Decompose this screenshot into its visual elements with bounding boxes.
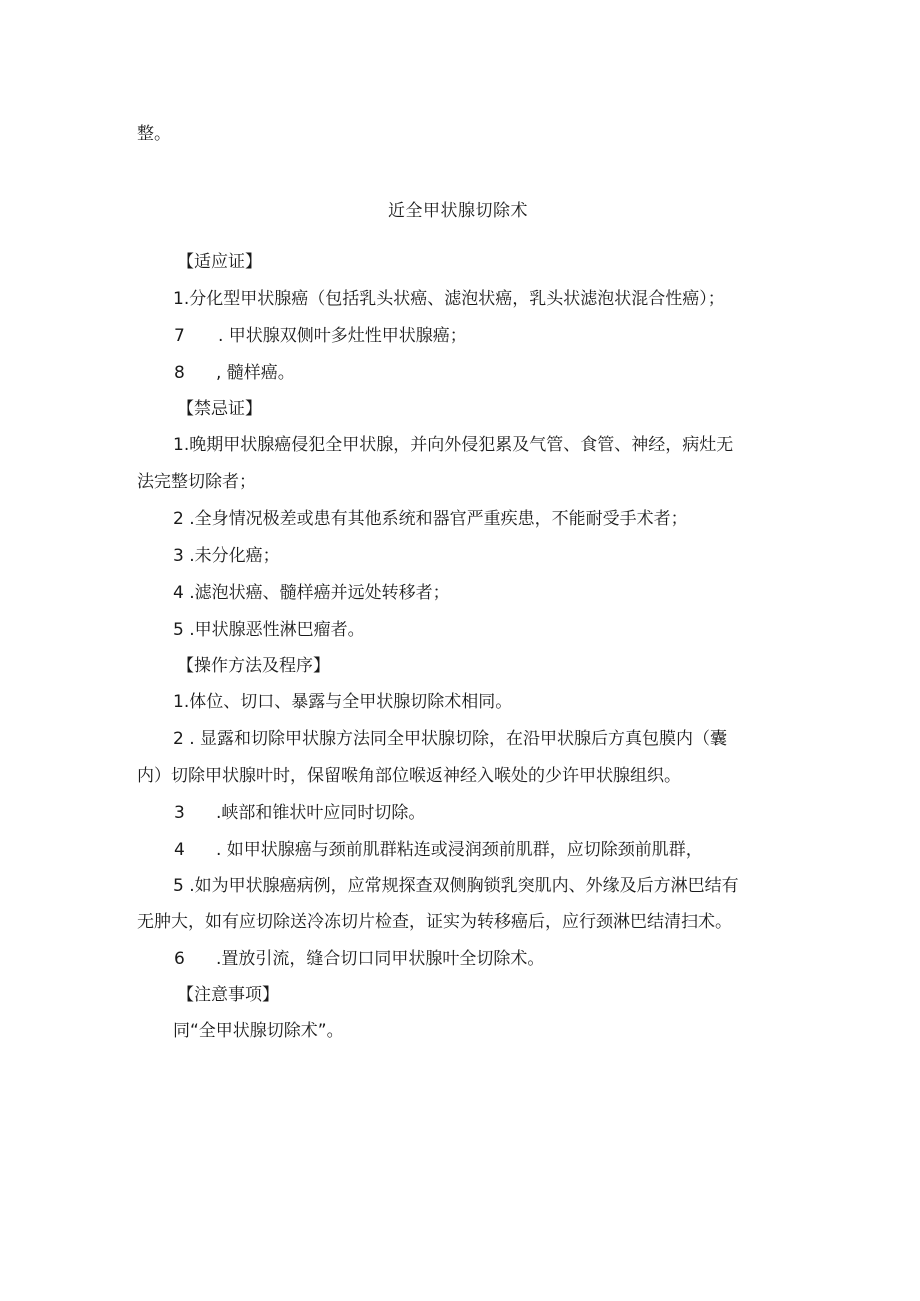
notes-heading: 【注意事项】 [177,985,279,1005]
carryover-text: 整。 [137,124,171,144]
item-text: . 如甲状腺癌与颈前肌群粘连或浸润颈前肌群，应切除颈前肌群， [216,840,703,860]
procedure-item-cont: 无肿大，如有应切除送冷冻切片检查，证实为转移癌后，应行颈淋巴结清扫术。 [137,912,732,932]
contraindication-item: 3 .未分化癌； [173,546,280,566]
procedure-item: 2 . 显露和切除甲状腺方法同全甲状腺切除，在沿甲状腺后方真包膜内（囊 [173,729,728,749]
contraindications-heading: 【禁忌证】 [177,399,262,419]
contraindication-item: 2 .全身情况极差或患有其他系统和器官严重疾患，不能耐受手术者； [173,509,688,529]
procedure-item-cont: 内）切除甲状腺叶时，保留喉角部位喉返神经入喉处的少许甲状腺组织。 [137,766,681,786]
item-number: 3 [174,803,185,823]
contraindication-item-cont: 法完整切除者； [137,472,256,492]
item-text: . 甲状腺双侧叶多灶性甲状腺癌； [218,326,467,346]
page-title: 近全甲状腺切除术 [388,201,528,221]
procedure-item: 5 .如为甲状腺癌病例，应常规探查双侧胸锁乳突肌内、外缘及后方淋巴结有 [173,876,739,896]
item-number: 8 [174,363,185,383]
indications-heading: 【适应证】 [177,252,262,272]
contraindication-item: 1.晚期甲状腺癌侵犯全甲状腺，并向外侵犯累及气管、食管、神经，病灶无 [173,435,734,455]
item-number: 7 [174,326,185,346]
procedure-item: 1.体位、切口、暴露与全甲状腺切除术相同。 [173,692,513,712]
item-text: .置放引流，缝合切口同甲状腺叶全切除术。 [216,949,545,969]
item-number: 4 [174,840,185,860]
item-text: , 髓样癌。 [216,363,295,383]
notes-text: 同“全甲状腺切除术”。 [173,1021,344,1041]
contraindication-item: 4 .滤泡状癌、髓样癌并远处转移者； [173,583,450,603]
indication-item: 1.分化型甲状腺癌（包括乳头状癌、滤泡状癌，乳头状滤泡状混合性癌）； [173,289,725,309]
item-number: 6 [174,949,185,969]
contraindication-item: 5 .甲状腺恶性淋巴瘤者。 [173,620,365,640]
item-text: .峡部和锥状叶应同时切除。 [216,803,426,823]
procedure-heading: 【操作方法及程序】 [177,656,330,676]
